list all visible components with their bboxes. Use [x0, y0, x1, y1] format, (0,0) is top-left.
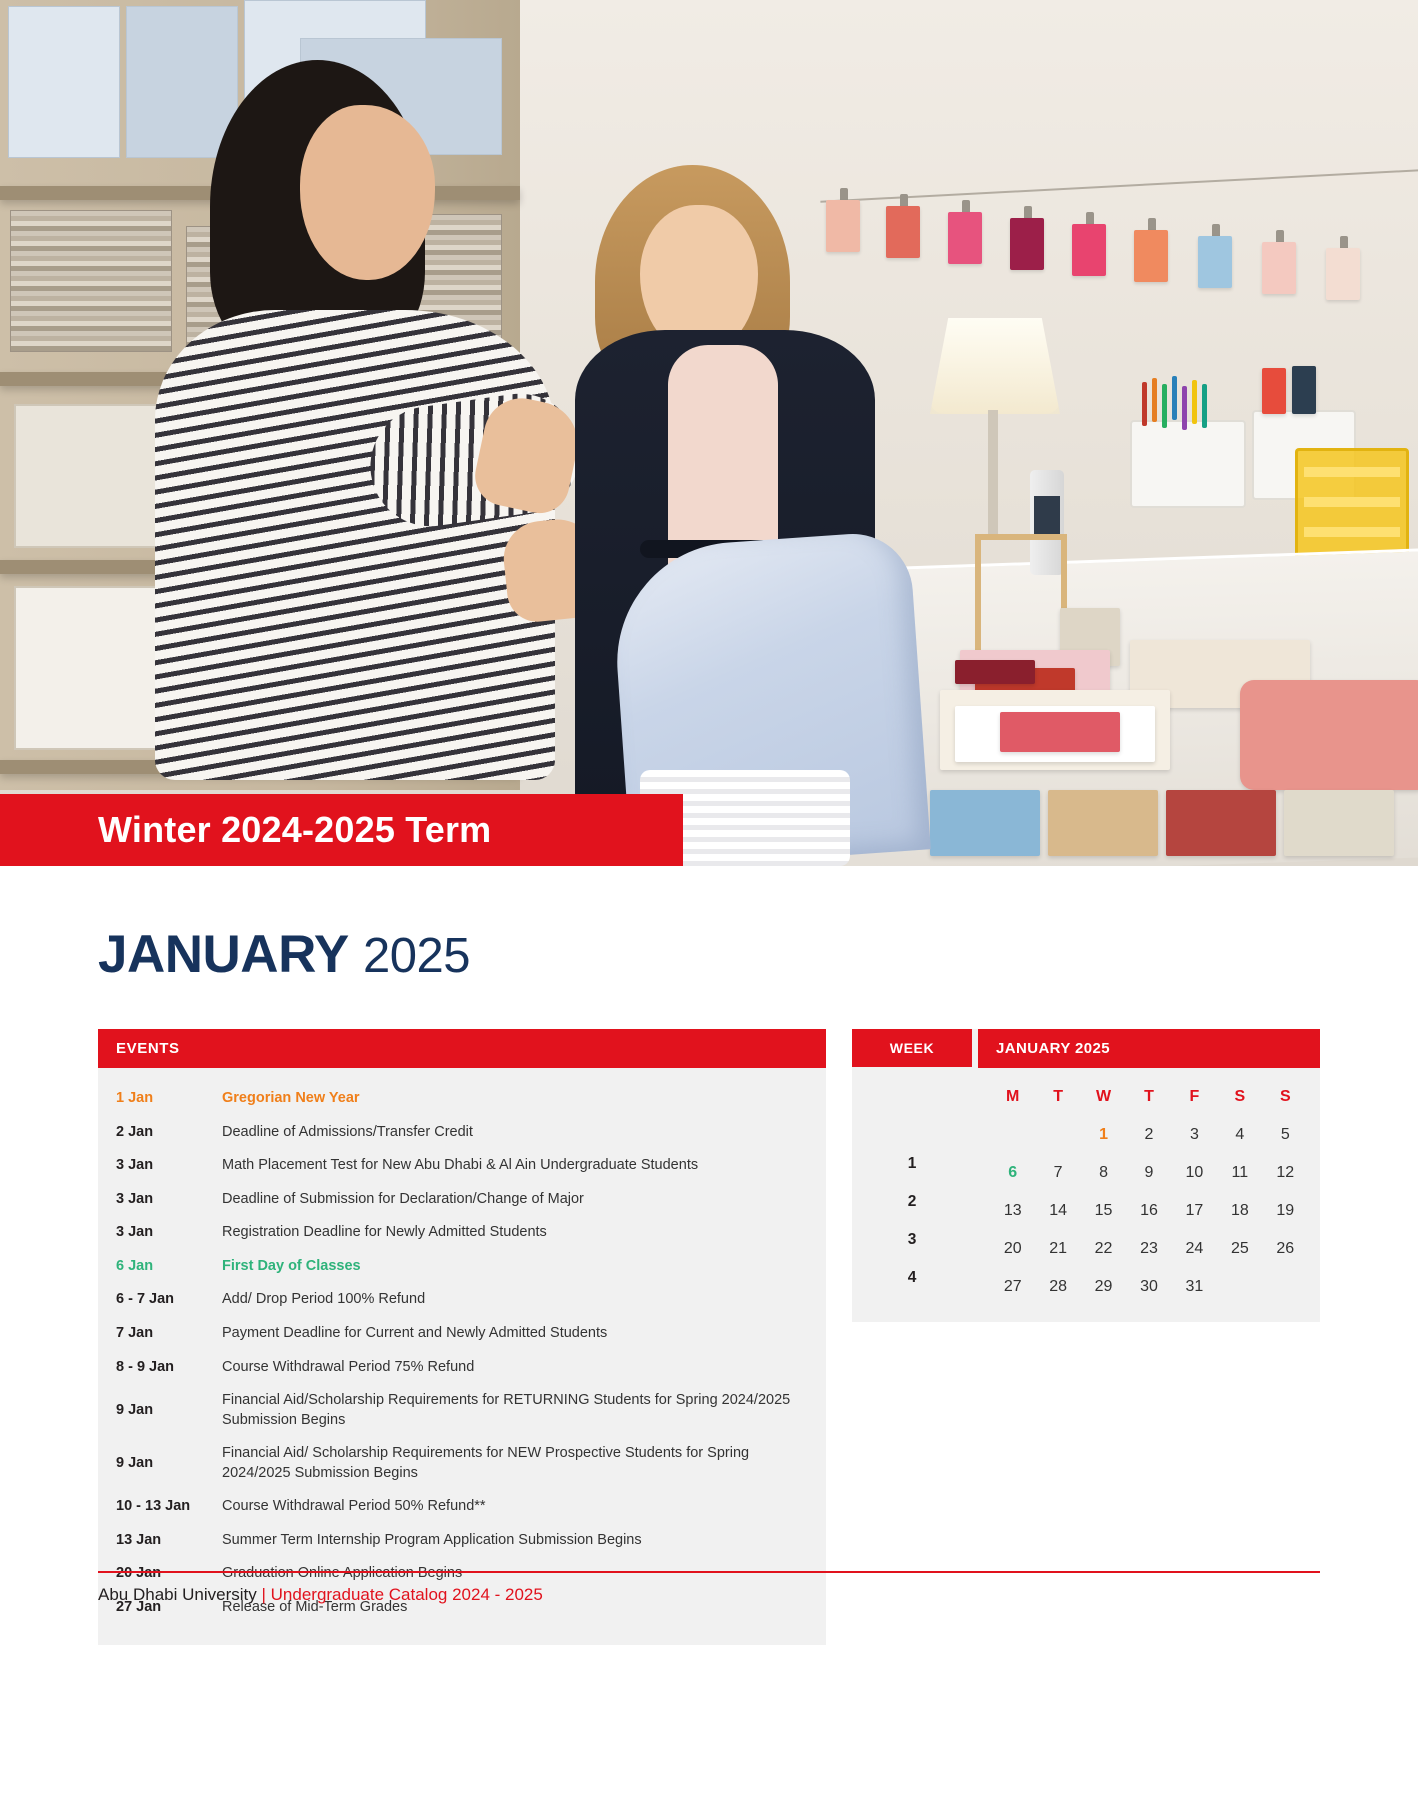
calendar-layout [98, 1029, 1320, 1645]
calendar-month-header: JANUARY 2025 [978, 1029, 1320, 1068]
event-row [98, 1437, 826, 1490]
event-date: 20 Jan [116, 1565, 162, 1582]
event-description: Graduation Online Application Begins [222, 1565, 463, 1582]
event-description: Registration Deadline for Newly Admitted Students [222, 1224, 547, 1241]
event-date: 3 Jan [116, 1157, 154, 1174]
calendar-day[interactable]: 20 [1003, 1240, 1022, 1257]
hero-image [0, 0, 1418, 866]
calendar-day[interactable]: 18 [1230, 1202, 1249, 1219]
events-table [98, 1029, 826, 1645]
calendar-day[interactable]: 8 [1099, 1164, 1109, 1181]
calendar-day[interactable]: 29 [1094, 1278, 1113, 1295]
event-description: Release of Mid-Term Grades [222, 1599, 408, 1615]
calendar-day[interactable]: 23 [1140, 1240, 1158, 1257]
calendar-day[interactable]: 22 [1094, 1240, 1113, 1257]
month-calendar [852, 1029, 1320, 1322]
event-description: Add/ Drop Period 100% Refund [222, 1291, 426, 1308]
calendar-day[interactable]: 7 [1053, 1164, 1063, 1181]
events-body [98, 1068, 826, 1645]
calendar-day[interactable]: 11 [1231, 1164, 1249, 1181]
event-row [98, 1351, 826, 1385]
event-description: Summer Term Internship Program Application Submission Begins [222, 1531, 642, 1548]
week-number [852, 1107, 972, 1145]
event-description: Financial Aid/ Scholarship Requirements for NEW Prospective Students for Spring 2024/2025 Submission Begins [222, 1445, 750, 1481]
weekday-label: F [1189, 1088, 1200, 1105]
month-label: JANUARY [98, 925, 349, 984]
calendar-day-empty [1035, 1116, 1080, 1154]
calendar-day[interactable]: 30 [1140, 1278, 1158, 1295]
calendar-day[interactable]: 5 [1280, 1126, 1290, 1143]
footer-text [98, 1585, 1320, 1605]
events-header: EVENTS [98, 1029, 826, 1068]
page-title [98, 924, 1320, 985]
event-row [98, 1116, 826, 1150]
event-description: Course Withdrawal Period 75% Refund [222, 1358, 475, 1375]
calendar-day[interactable]: 14 [1049, 1202, 1068, 1219]
calendar-day[interactable]: 3 [1189, 1126, 1199, 1143]
event-description: Course Withdrawal Period 50% Refund** [222, 1498, 486, 1515]
days-column [978, 1029, 1320, 1322]
calendar-day[interactable]: 21 [1049, 1240, 1068, 1257]
calendar-day[interactable]: 9 [1144, 1164, 1154, 1181]
weekday-label: S [1234, 1088, 1246, 1105]
week-number: 1 [907, 1155, 917, 1172]
week-number: 2 [907, 1193, 917, 1210]
event-row [98, 1283, 826, 1317]
weekday-label: M [1006, 1088, 1020, 1105]
event-description: Math Placement Test for New Abu Dhabi & Al Ain Undergraduate Students [222, 1157, 699, 1174]
event-description: Payment Deadline for Current and Newly Admitted Students [222, 1324, 608, 1341]
calendar-day[interactable]: 27 [1003, 1278, 1022, 1295]
footer-separator: | [261, 1584, 266, 1604]
calendar-day[interactable]: 15 [1094, 1202, 1113, 1219]
event-description: Deadline of Admissions/Transfer Credit [222, 1123, 473, 1140]
event-date: 27 Jan [116, 1599, 162, 1615]
week-number-list [852, 1107, 972, 1297]
event-date: 3 Jan [116, 1190, 154, 1207]
event-date: 9 Jan [116, 1454, 154, 1471]
calendar-day[interactable]: 2 [1144, 1126, 1154, 1143]
calendar-day-empty [1217, 1268, 1262, 1306]
calendar-day[interactable]: 6 [1008, 1164, 1018, 1181]
page-footer [98, 1571, 1320, 1605]
footer-catalog: Undergraduate Catalog 2024 - 2025 [270, 1584, 543, 1604]
week-column [852, 1029, 972, 1322]
calendar-day[interactable]: 28 [1049, 1278, 1068, 1295]
event-description: Gregorian New Year [222, 1090, 360, 1106]
week-column-header: WEEK [852, 1029, 972, 1067]
event-row [98, 1250, 826, 1284]
event-date: 7 Jan [116, 1324, 154, 1341]
event-row [98, 1524, 826, 1558]
event-row [98, 1216, 826, 1250]
calendar-day[interactable]: 13 [1003, 1202, 1022, 1219]
calendar-day[interactable]: 26 [1276, 1240, 1295, 1257]
pencil-bin [1130, 420, 1246, 508]
weekday-label: S [1279, 1088, 1291, 1105]
week-number: 3 [907, 1231, 917, 1248]
event-description: Financial Aid/Scholarship Requirements for RETURNING Students for Spring 2024/2025 Submission Begins [222, 1392, 791, 1428]
calendar-day[interactable]: 1 [1099, 1126, 1109, 1143]
event-description: First Day of Classes [222, 1257, 361, 1274]
event-date: 2 Jan [116, 1123, 154, 1140]
calendar-day[interactable]: 25 [1230, 1240, 1249, 1257]
term-banner [0, 794, 683, 866]
event-description: Deadline of Submission for Declaration/Change of Major [222, 1190, 584, 1207]
calendar-day[interactable]: 16 [1140, 1202, 1158, 1219]
studio-scene [0, 0, 1418, 866]
calendar-day[interactable]: 12 [1276, 1164, 1295, 1181]
event-date: 3 Jan [116, 1224, 154, 1241]
footer-university: Abu Dhabi University [98, 1584, 257, 1604]
weekday-label: T [1053, 1088, 1064, 1105]
calendar-grid [978, 1068, 1320, 1322]
lamp [930, 318, 1060, 414]
event-date: 8 - 9 Jan [116, 1358, 175, 1375]
event-date: 6 Jan [116, 1257, 154, 1274]
event-row [98, 1082, 826, 1116]
calendar-day-empty [1263, 1268, 1308, 1306]
event-row [98, 1384, 826, 1437]
event-date: 9 Jan [116, 1401, 154, 1418]
event-date: 10 - 13 Jan [116, 1498, 191, 1515]
calendar-day[interactable]: 19 [1276, 1202, 1295, 1219]
calendar-day[interactable]: 10 [1185, 1164, 1204, 1181]
event-date: 13 Jan [116, 1531, 162, 1548]
calendar-day[interactable]: 31 [1185, 1278, 1204, 1295]
event-row [98, 1183, 826, 1217]
calendar-day[interactable]: 24 [1185, 1240, 1204, 1257]
term-banner-label: Winter 2024-2025 Term [98, 809, 492, 850]
calendar-day[interactable]: 17 [1185, 1202, 1204, 1219]
calendar-day[interactable]: 4 [1235, 1126, 1245, 1143]
event-row [98, 1490, 826, 1524]
event-row [98, 1317, 826, 1351]
weekday-label: W [1096, 1088, 1112, 1105]
calendar-day-empty [990, 1116, 1035, 1154]
event-date: 6 - 7 Jan [116, 1291, 175, 1308]
week-number: 4 [907, 1269, 917, 1286]
year-label: 2025 [362, 929, 470, 983]
footer-divider [98, 1571, 1320, 1573]
page-content [0, 924, 1418, 1645]
event-date: 1 Jan [116, 1090, 154, 1106]
event-row [98, 1149, 826, 1183]
weekday-label: T [1144, 1088, 1154, 1105]
